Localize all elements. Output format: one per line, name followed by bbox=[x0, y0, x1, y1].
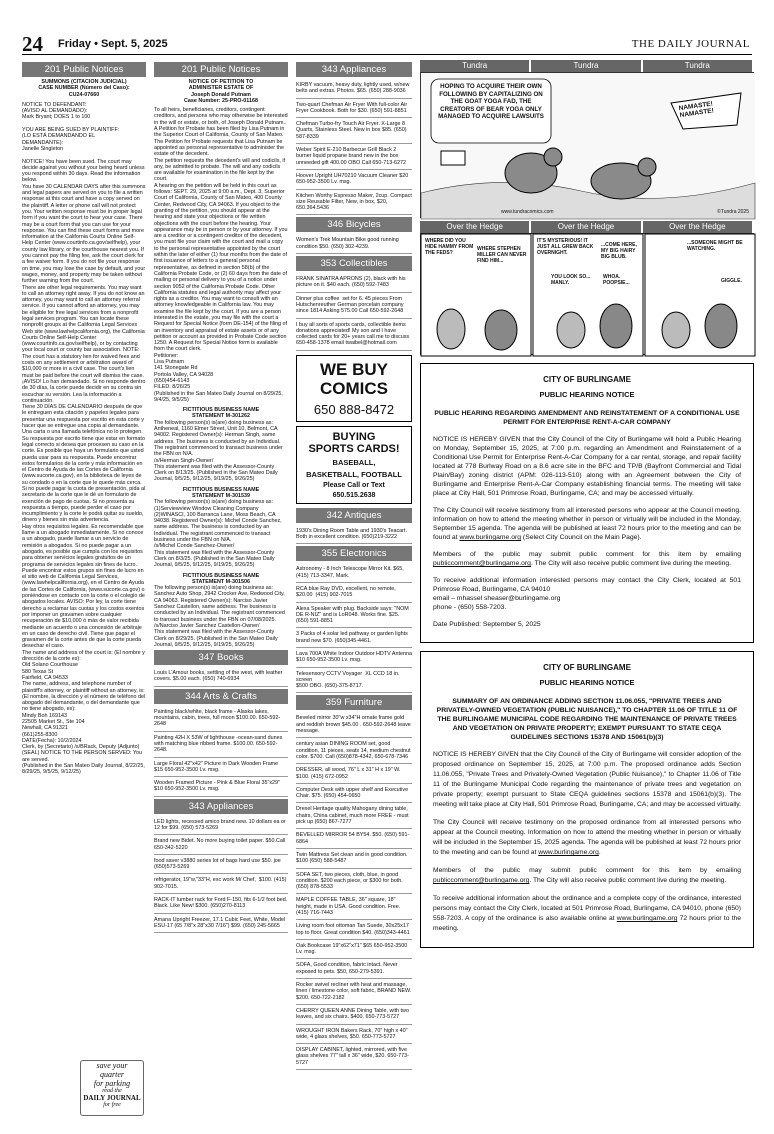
section-header: 346 Bicycles bbox=[296, 217, 412, 232]
summons-title: SUMMONS (CITACION JUDICIAL) CASE NUMBER (Número del Caso): CU24-07660 bbox=[38, 79, 130, 98]
comic-label: Over the Hedge bbox=[643, 221, 754, 233]
section-header: 343 Appliances bbox=[154, 799, 288, 814]
appliances-list bbox=[154, 816, 288, 934]
notice-org: CITY OF BURLINGAME bbox=[543, 375, 631, 384]
comic-label: Tundra bbox=[531, 60, 642, 72]
notice-text: The City Council will receive testimony on the proposed ordinance from all interested persons who appear at the Council meeting. Information on how to attend the meeting whether in person or virtually will be included in the September 15, 2025 agenda. The agenda will be published at least 72 hours prior to the meeting and can be found at bbox=[433, 819, 741, 856]
bicycles-list bbox=[296, 234, 412, 254]
classified-ad: SOFA SET, two pieces, cloth, blue, in good condition. $200 each piece, or $300 for both. (650) 878-5533 bbox=[296, 869, 412, 895]
classified-ad: Weber Spirit E-210 Barbecue Grill Black 2 burner liquid propane brand new in the box unneeded gift 400.00 OBO Call 650-713-6272 bbox=[296, 144, 412, 170]
notice-text: 72 hours prior to the meeting. bbox=[433, 915, 741, 932]
notice-title: PUBLIC HEARING REGARDING AMENDMENT AND REINSTATEMENT OF A CONDITIONAL USE PERMIT FOR ENTERPRISE RENT-A-CAR COMPANY bbox=[434, 410, 740, 426]
section-header: 347 Books bbox=[154, 650, 288, 665]
antiques-list bbox=[296, 525, 412, 545]
fbn-body: The following person(s) is(are) doing business as: Sanchez Auto Shop, 2942 Crocker Ave, Redwood City, CA 94063. Registered Owner(s): Narciso Javier Sanchez Castellon, same address. The business is conducted by an Individual. The registrant commenced to transact business under the FBN on 07/08/2025. /s/Narciso Javier Sanchez Castellon-Owner/ This statement was filed with the Assessor-County Clerk on 8/29/25. (Published in the San Mateo Daily Journal, 9/5/25, 9/12/25, 9/19/25, 9/26/25) bbox=[154, 585, 285, 648]
column-3 bbox=[296, 60, 412, 1122]
notice-paragraph bbox=[433, 818, 741, 858]
hedge-balloon: GIGGLE. bbox=[721, 278, 742, 284]
column-4 bbox=[420, 60, 754, 1122]
probate-title: NOTICE OF PETITION TO ADMINISTER ESTATE OF Joseph Donald Putnam Case Number: 25-PRO-01168 bbox=[183, 79, 258, 104]
hedge-balloon: ...SOMEONE MIGHT BE WATCHING. bbox=[687, 240, 743, 252]
books-list bbox=[154, 667, 288, 687]
classified-ad: Large Floral 42"x42" Picture in Dark Wooden Frame $15 650-952-3500 Lv. msg. bbox=[154, 758, 288, 778]
promo-line: DAILY JOURNAL bbox=[83, 1094, 141, 1102]
section-header: 353 Collectibles bbox=[296, 256, 412, 271]
collectibles-list bbox=[296, 273, 412, 351]
tundra-balloon: NAMASTE! NAMASTE! bbox=[678, 100, 715, 120]
hedge-balloon: WHOA. POOPSIE... bbox=[603, 274, 630, 286]
section-header: 355 Electronics bbox=[296, 546, 412, 561]
notice-paragraph bbox=[433, 894, 741, 934]
notice-email-link[interactable]: publiccomment@burlingame.org bbox=[433, 560, 531, 567]
page-number: 24 bbox=[22, 32, 43, 56]
notice-text: Members of the public may submit public comment for this item by emailing bbox=[433, 551, 741, 558]
classified-ad: WROUGHT IRON Bakers Rack, 70" high x 40" wide, 4 glass shelves, $50. 650-773-5727 bbox=[296, 1025, 412, 1045]
section-header: 201 Public Notices bbox=[22, 62, 146, 77]
classified-ad: Amana Upright Freezer, 17.1 Cubic Feet, White, Model ESU-17 (65 7/8"x 28"x30 7/16") $99. (650) 245-5665 bbox=[154, 914, 288, 934]
hedge-balloon: ...COME HERE, MY BIG HAIRY BIG BLUB. bbox=[601, 242, 637, 260]
fbn-body: The following person(s) is(are) doing business as: (1)Serviewview Window Cleaning Company (2)WINASCI, 100 Barranca Lane, Moss Beach, CA 94038. Registered Owner(s): Michel Conde Sanchez, same address. The business is conducted by an Individual. The registrant commenced to transact business under the FBN on N/A. /s/Michel Conde Sanchez-Owner/ This statement was filed with the Assessor-County Clerk on 8/3/25. (Published in the San Mateo Daily Journal, 9/5/25, 9/12/25, 9/19/25, 9/26/25) bbox=[154, 499, 282, 569]
classified-ad: Painting black/white, black frame - Alaska lakes, mountains, cabin, trees, full moon $100.00. 650-592-2648 bbox=[154, 706, 288, 732]
classified-ad: Living room foot ottoman Tan Suede, 30x25x17 top to floor. Great condition $40. (650)343-4461 bbox=[296, 920, 412, 940]
fbn-title: FICTITIOUS BUSINESS NAME STATEMENT M-301506 bbox=[182, 572, 260, 585]
hedge-balloon: IT'S MYSTERIOUS! IT JUST ALL GREW BACK OVERNIGHT. bbox=[537, 238, 594, 256]
section-header: 342 Antiques bbox=[296, 508, 412, 523]
classified-ad: Two-quart Chefman Air Fryer With full-color Air Fryer Cookbook. Both for $30. (650) 591-8851 bbox=[296, 99, 412, 119]
notice-paragraph: NOTICE IS HEREBY GIVEN that the City Council of the City of Burlingame will consider adoption of the proposed ordinance on September 15, 2025, at 7:00 p.m. The proposed ordinance adds Section 11.06.055, "Private Trees and Privately-Owned Vegetation (Public Nuisance)," to Chapter 11.06 of Title 11 of the Burlingame Municipal Code regarding the maintenance of private trees and vegetation on private property; exempt pursuant to State CEQA guidelines sections 15378 and 15061(b)(3). The meeting will take place at City Hall, 501 Primrose Road, Burlingame, CA; and may be accessed virtually. bbox=[433, 751, 742, 808]
electronics-list bbox=[296, 563, 412, 693]
parking-promo bbox=[80, 1060, 144, 1116]
classified-ad: Beveled mirror 30"w x34"H ornate frame gold and reddish brown $45.00 . 650-592-2648 leave message. bbox=[296, 712, 412, 738]
notice-text: Members of the public may submit public comment for this item by emailing bbox=[433, 867, 741, 874]
notice-text: To receive additional information about the ordinance and a complete copy of the ordinance, interested persons may contact the City Clerk, located at 501 Primrose Road, Burlingame, CA 94010, phone (650) 558-7203. A copy of the ordinance is also available online at bbox=[433, 895, 741, 922]
classified-ad: Astronomy - 8 Inch Telescope Mirror Kit. $65, (415) 713-3347, Mark. bbox=[296, 563, 412, 583]
classified-ad: Lava 700A White Indoor Outdoor HDTV Antenna $10 650-952-3500 Lv. msg. bbox=[296, 648, 412, 668]
notice-type: PUBLIC HEARING NOTICE bbox=[539, 390, 635, 399]
cards-ad-line: BASKETBALL, FOOTBALL bbox=[306, 469, 402, 479]
classified-ad: Louis L'Amour books, settling of the west, with leather covers. $5.00 each. (650) 740-6934 bbox=[154, 667, 288, 687]
burlingame-notice-2 bbox=[420, 651, 754, 948]
comic-label: Over the Hedge bbox=[420, 221, 531, 233]
notice-paragraph bbox=[433, 550, 741, 568]
probate-body: To all heirs, beneficiaries, creditors, contingent creditors, and persons who may otherwise be interested in the will or estate, or both, of Joseph Donald Putnam.. A Petition for Probate has been filed by Lisa Putnam in the Superior Court of California, County of San Mateo. The Petition for Probate requests that Lisa Putnam be appointed as personal representative to administer the estate of the decedent. The petition requests the decedent's will and codicils, if any, be admitted to probate. The will and any codicils are available for examination in the file kept by the court. A hearing on the petition will be held in this court as follows: SEPT. 29, 2025 at 9:00 a.m., Dept. 3, Superior Court of California, County of San Mateo, 400 County Center, Redwood City, CA 94063. If you object to the granting of the petition, you should appear at the hearing and state your objections or file written objections with the court before the hearing. Your appearance may be in person or by your attorney. If you are a creditor or a contingent creditor of the decedent, you must file your claim with the court and mail a copy to the personal representative appointed by the court within the later of either (1) four months from the date of first issuance of letters to a general personal representative, as defined in section 58(b) of the California Probate Code, or (2) 60 days from the date of mailing or personal delivery to you of a notice under section 9052 of the California Probate Code. Other California statutes and legal authority may affect your rights as a creditor. You may want to consult with an attorney knowledgeable in California law. You may examine the file kept by the court. If you are a person interested in the estate, you may file with the court a Request for Special Notice (form DE-154) of the filing of an inventory and appraisal of estate assets or of any petition or account as provided in Probate Code section 1250. A Request for Special Notice form is available from the court clerk. Petitioner: Lisa Putnam 141 Stonegate Rd Portola Valley, CA 94028 (650)454-6143 FILED: 8/26/25 (Published in the San Mateo Daily Journal on 8/29/25, 9/4/25, 9/5/25) bbox=[154, 107, 288, 403]
hedge-balloon: WHERE STEPHEN MILLER CAN NEVER FIND HIM... bbox=[477, 246, 527, 264]
notice-link[interactable]: www.burlingame.org bbox=[616, 915, 678, 922]
classified-ad: Hoover Upright UH70210 Vacuum Cleaner $20 650-952-3500 Lv. msg. bbox=[296, 170, 412, 190]
classified-ad: I buy all sorts of sports cards, collectible items donations appreciated! My son and I have collected cards for 20+ years call me to discuss 650-458-1378 email twaibel@hotmail.com bbox=[296, 319, 412, 351]
cards-ad-line: BASEBALL, bbox=[332, 457, 376, 467]
notice-title: SUMMARY OF AN ORDINANCE ADDING SECTION 11.06.055, "PRIVATE TREES AND PRIVATELY-OWNED VEGETATION (PUBLIC NUISANCE)," TO CHAPTER 11.06 OF TITLE 11 OF THE BURLINGAME MUNICIPAL CODE REGARDING THE MAINTENANCE OF PRIVATE TREES AND VEGETATION ON PRIVATE PROPERTY; EXEMPT PURSUANT TO STATE CEQA GUIDELINES SECTIONS 15378 AND 15061(b)(3) bbox=[436, 698, 738, 741]
classified-ad: century asian DINING ROOM set, good condition, 11 pieces, seats 14, medium chestnut color. $700. Call (650)878-4342, 650-678-7346 bbox=[296, 738, 412, 764]
comic-labels bbox=[420, 60, 754, 72]
notice-type: PUBLIC HEARING NOTICE bbox=[539, 678, 635, 687]
notice-date: Date Published: September 5, 2025 bbox=[433, 621, 541, 628]
classified-ad: Alexa Speaker with plug. Backside says: "NOM DE R-NIZ" and is LoR048. Works fine. $25. (650) 591-8851 bbox=[296, 603, 412, 629]
tundra-url: www.tundracomics.com bbox=[501, 209, 554, 215]
hedge-balloon: WHERE DID YOU HIDE HAMMY FROM THE FEDS? bbox=[425, 238, 474, 256]
burlingame-notice-1 bbox=[420, 363, 754, 643]
section-header: 343 Appliances bbox=[296, 62, 412, 77]
classified-ad: SOFA, Good condition, fabric intact. Never exposed to pets. $50, 650-279-5391. bbox=[296, 959, 412, 979]
fbn-title: FICTITIOUS BUSINESS NAME STATEMENT M-301262 bbox=[182, 407, 260, 420]
page-date: Friday • Sept. 5, 2025 bbox=[58, 38, 168, 50]
comics-ad bbox=[296, 355, 412, 422]
classified-ad: FRANK SINATRA APRONS (2), black with his picture on it. $40 each. (650) 592-7483 bbox=[296, 273, 412, 293]
comic-label: Tundra bbox=[420, 60, 531, 72]
classified-ad: LED lights, recessed amico brand new. 10 dollars ea or 12 for $99. (650) 573-5269 bbox=[154, 816, 288, 836]
notice-paragraph bbox=[433, 866, 741, 886]
comic-labels bbox=[420, 221, 754, 233]
newspaper-name: THE DAILY JOURNAL bbox=[631, 38, 750, 50]
classified-ad: RCA blue Ray DVD, excellent, no remote, $20.00 (415) 902-7015 bbox=[296, 583, 412, 603]
classified-ad: DRESSER, all wood, 76" L x 31" H x 19" W. $100. (415) 672-0952 bbox=[296, 764, 412, 784]
header-rule bbox=[22, 54, 752, 55]
column-1 bbox=[22, 60, 146, 1122]
furniture-list bbox=[296, 712, 412, 1070]
promo-line: for free bbox=[103, 1102, 121, 1108]
notice-email-link[interactable]: publiccomment@burlingame.org bbox=[433, 877, 530, 884]
comics-ad-line: WE BUY bbox=[320, 359, 388, 379]
classified-ad: Painting 42H X 53W of lighthouse -ocean-sand dunes with matching blue ribbed frame. $100.00. 650-592-2648. bbox=[154, 732, 288, 758]
notice-text: . The City will also receive public comment live during the meeting. bbox=[530, 560, 732, 567]
promo-line: read the bbox=[102, 1088, 122, 1094]
section-header: 201 Public Notices bbox=[154, 62, 288, 77]
classified-ad: Chefman Turbo-fry Touch Air Fryer. X-Large 8 Quarts, Stainless Steel. New in box $85. (650) 587-8339 bbox=[296, 118, 412, 144]
fbn-title: FICTITIOUS BUSINESS NAME STATEMENT M-301539 bbox=[182, 486, 260, 499]
classified-ad: Twin Mattress Set clean and in good condition. $100 (650) 588-5487 bbox=[296, 849, 412, 869]
section-header: 359 Furniture bbox=[296, 695, 412, 710]
classified-ad: Women's Trek Mountain Bike good running condition $50. (650) 302-4239. bbox=[296, 234, 412, 254]
notice-org: CITY OF BURLINGAME bbox=[543, 663, 631, 672]
classified-ad: refrigerator, 19"w,"33"H, exc work M/ Chef, $100. (415) 902-7015. bbox=[154, 874, 288, 894]
section-header: 344 Arts & Crafts bbox=[154, 689, 288, 704]
hedge-balloon: YOU LOOK SO... MANLY. bbox=[551, 274, 591, 286]
notice-text: . The City will also receive public comment live during the meeting. bbox=[529, 877, 727, 884]
comics-ad-line: COMICS bbox=[320, 378, 388, 398]
notice-paragraph: NOTICE IS HEREBY GIVEN that the City Council of the City of Burlingame will hold a Public Hearing on Monday, September 15, 2025, at 7:00 p.m. regarding an Amendment and Reinstatement of a Conditional Use Permit for Enterprise Rent-A-Car Company for a car rental, storage, and repair facility located at 778 Burlway Road on a 8.6 acre site in the BFC and TP/B (Bayfront Commercial and Tidal Plain/Bay) zoning district (APM: 026-113-510) along with an Agreement between the City of Burlingame and Enterprise Rent-A-Car Company establishing financial terms. The meeting will take place at City Hall, 501 Primrose Road, Burlingame, CA; and may be accessed virtually. bbox=[433, 436, 741, 497]
hedge-comic bbox=[420, 233, 754, 355]
comic-label: Tundra bbox=[643, 60, 754, 72]
appliances-list bbox=[296, 79, 412, 215]
notice-text: The City Council will receive testimony from all interested persons who appear at the Council meeting. Information on how to attend the meeting whether in person or virtually will be included in the Monday, September 15 agenda. The agenda will be published at least 72 hours prior to the meeting and can be found at bbox=[433, 507, 741, 541]
notice-link[interactable]: www.burlingame.org bbox=[459, 534, 522, 541]
promo-line: save your bbox=[96, 1061, 128, 1070]
classified-ad: Brand new Bidet. No more buying toilet paper. $50.Call 650-342-5220 bbox=[154, 835, 288, 855]
classified-ad: CHERRY QUEEN ANNE Dining Table, with two leaves, and six chairs. $400. 650-773-5727 bbox=[296, 1005, 412, 1025]
notice-paragraph: To receive additional information interested persons may contact the City Clerk, located at 501 Primrose Road, Burlingame, CA 94010 email – mhassel sheaser@burlingame.org phone - (650) 558-7203. bbox=[433, 577, 741, 611]
classified-ad: Computer Desk with upper shelf and Executive Chair. $75. (650) 454-0650 bbox=[296, 784, 412, 804]
summons-body: NOTICE TO DEFENDANT: (AVISO AL DEMANDADO): Mark Bryant; DOES 1 to 100 YOU ARE BEING SUED BY PLAINTIFF: (LO ESTÁ DEMANDANDO EL DEMANDANTE): Janelle Singleton NOTICE! You have been sued. The court may decide against you without your being heard unless you respond within 30 days. Read the information below. You have 30 CALENDAR DAYS after this summons and legal papers are served on you to file a written response at this court and have a copy served on the plaintiff. A letter or phone call will not protect you. Your written response must be in proper legal form if you want the court to hear your case. There may be a court form that you can use for your response. You can find these court forms and more information at the California Courts Online Self-Help Center (www.courtinfo.ca.gov/selfhelp), your county law library, or the courthouse nearest you. If you cannot pay the filing fee, ask the court clerk for a fee waiver form. If you do not file your response on time, you may lose the case by default, and your wages, money, and property may be taken without further warning from the court. There are other legal requirements. You may want to call an attorney right away. If you do not know an attorney, you may want to call an attorney referral service. If you cannot afford an attorney, you may be eligible for free legal services from a nonprofit legal services program. You can locate these nonprofit groups at the California Legal Services Web site (www.lawhelpcalifornia.org), the California Courts Online Self-Help Center (www.courtinfo.ca.gov/selfhelp), or by contacting your local court or county bar association. NOTE: The court has a statutory lien for waived fees and costs on any settlement or arbitration award of $10,000 or more in a civil case. The court's lien must be paid before the court will dismiss the case. ¡AVISO! Lo han demandado. Si no responde dentro de 30 días, la corte puede decidir en su contra sin escuchar su versión. Lea la información a continuación. Tiene 30 DÍAS DE CALENDARIO después de que le entreguen esta citación y papeles legales para presentar una respuesta por escrito en esta corte y hacer que se entregue una copia al demandante. Una carta o una llamada telefónica no lo protegen. Su respuesta por escrito tiene que estar en formato legal correcto si desea que procesen su caso en la corte. Es posible que haya un formulario que usted pueda usar para su respuesta. Puede encontrar estos formularios de la corte y más información en el Centro de Ayuda de las Cortes de California (www.sucorte.ca.gov), en la biblioteca de leyes de su condado o en la corte que le quede más cerca. Si no puede pagar la cuota de presentación, pida al secretario de la corte que le dé un formulario de exención de pago de cuotas. Si no presenta su respuesta a tiempo, puede perder el caso por incumplimiento y la corte le podrá quitar su sueldo, dinero y bienes sin más advertencia. Hay otros requisitos legales. Es recomendable que llame a un abogado inmediatamente. Si no conoce a un abogado, puede llamar a un servicio de remisión a abogados. Si no puede pagar a un abogado, es posible que cumpla con los requisitos para obtener servicios legales gratuitos de un programa de servicios legales sin fines de lucro. Puede encontrar estos grupos sin fines de lucro en el sitio web de California Legal Services, (www.lawhelpcalifornia.org), en el Centro de Ayuda de las Cortes de California, (www.sucorte.ca.gov) o poniéndose en contacto con la corte o el colegio de abogados locales. AVISO: Por ley, la corte tiene derecho a reclamar las cuotas y los costos exentos por imponer un gravamen sobre cualquier recuperación de $10,000 ó más de valor recibida mediante un acuerdo o una concesión de arbitraje en un caso de derecho civil. Tiene que pagar el gravamen de la corte antes de que la corte pueda desechar el caso. The name and address of the court is: (El nombre y dirección de la corte es): Old Solano Courthouse 580 Texas St Fairfield, CA 94533 The name, address, and telephone number of plaintiff's attorney, or plaintiff without an attorney, is: (El nombre, la dirección y el número de teléfono del abogado del demandante, o del demandante que no tiene abogado, es): Mindy Boh 169143 22505 Market St., Ste 104 Newhall, CA 91321 (661)255-8300 DATE(Fecha): 10/2/2024 Clerk, by (Secretario) /s/BRack, Deputy (Adjunto) (SEAL) NOTICE TO THE PERSON SERVED: You are served. (Published in the San Mateo Daily Journal, 8/22/25, 8/29/25, 9/5/25, 9/12/25) bbox=[22, 101, 146, 776]
classified-ad: DISPLAY CABINET, lighted, mirrored, with five glass shelves 77" tall x 36" wide, $20. 650-773-5727 bbox=[296, 1044, 412, 1070]
classified-ad: Rocker swivel recliner with heat and massage, linen / limestone color, soft fabric, BRAND NEW. $200. 650-722-2182 bbox=[296, 979, 412, 1005]
classified-ad: BEVELLED MIRROR 54 BY54. $50. (650) 591-6864 bbox=[296, 829, 412, 849]
classified-ad: RACK-IT lumber rack for Ford F-150, fits 6-1/2 foot bed. Black. Like New! $300. (650)270-8113 bbox=[154, 894, 288, 914]
classified-ad: 3 Packs of 4 solar led pathway or garden lights brand new $70. (650)345-4461. bbox=[296, 628, 412, 648]
tundra-comic bbox=[420, 72, 754, 218]
fbn-body: The following person(s) is(are) doing business as: Antheneal, 1160 Elmer Street, Unit 10, Belmont, CA 94002. Registered Owner(s): Herman Singh, same address. The business is conducted by an Individual. The registrant commenced to transact business under the FBN on N/A. /s/Herman Singh-Owner/ This statement was filed with the Assessor-County Clerk on 8/13/25. (Published in the San Mateo Daily Journal, 9/5/25, 9/12/25, 9/19/25, 9/26/25) bbox=[154, 419, 283, 483]
cards-ad-line: BUYING bbox=[332, 430, 376, 443]
classified-ad: MAPLE COFFEE TABLE, 36" square, 18" height, made in USA. Good condition. Free.(415) 716-7443 bbox=[296, 894, 412, 920]
cards-ad-line: SPORTS CARDS! bbox=[308, 442, 400, 455]
notice-text: (Select City Council on the Main Page). bbox=[521, 534, 642, 541]
classified-ad: Telesensory CCTV Voyager XL CCD 18 in. screen $500 OBO. (650)-375-8717. bbox=[296, 668, 412, 694]
notice-paragraph bbox=[433, 506, 741, 542]
notice-link[interactable]: www.burlingame.org bbox=[538, 849, 599, 856]
tundra-copyright: ©Tundra 2025 bbox=[717, 209, 749, 215]
tundra-caption: HOPING TO ACQUIRE THEIR OWN FOLLOWING BY CAPITALIZING ON THE GOAT YOGA FAD, THE CREATORS OF BEAR YOGA ONLY MANAGED TO ACQUIRE LAWSUITS bbox=[438, 83, 544, 120]
cards-ad-phone: 650.515.2638 bbox=[332, 491, 376, 499]
classified-ad: 1930's Dining Room Table and 1930's Teacart. Both in excellent condition. (650)219-3222 bbox=[296, 525, 412, 545]
cards-ad-line: Please Call or Text bbox=[323, 481, 385, 489]
arts-list bbox=[154, 706, 288, 797]
classified-ad: KIRBY vacuum, heavy duty, lightly used, w/new belts and extras. Photos. $65. (650) 288-9036 bbox=[296, 79, 412, 99]
notice-text: . bbox=[598, 849, 601, 856]
promo-line: for parking bbox=[93, 1079, 131, 1088]
classified-ad: food saver v3880 series lot of bags hard use $50. joe (650)573-5269 bbox=[154, 855, 288, 875]
classified-ad: Drexel Heritage quality Mahogany dining table, chairs, China cabinet, much more FREE - must pick up (650) 867-7277 bbox=[296, 803, 412, 829]
classified-ad: Dinner plus coffee set for 6. 45 pieces From Hutschenreuther German porcelain company since 1814 Asking 575.00 Call 650-592-2648 bbox=[296, 293, 412, 319]
classified-ad: Kitchen Worthy Espresso Maker, 2cup. Compact size Reusable Filter, New, in box, $20, 650.364.5436 bbox=[296, 190, 412, 216]
page-header bbox=[0, 0, 774, 56]
comics-ad-phone: 650 888-8472 bbox=[313, 401, 395, 417]
comic-label: Over the Hedge bbox=[531, 221, 642, 233]
promo-line: quarter bbox=[100, 1070, 124, 1079]
sports-cards-ad bbox=[296, 426, 412, 504]
column-2 bbox=[154, 60, 288, 1122]
classified-ad: Oak Bookcase 19"x62"x71" $65 650-952-3500 Lv. msg. bbox=[296, 940, 412, 960]
classified-ad: Wooden Framed Picture - Pink & Blue Floral 35"x29" $10 650-952-3500 Lv. msg. bbox=[154, 777, 288, 797]
